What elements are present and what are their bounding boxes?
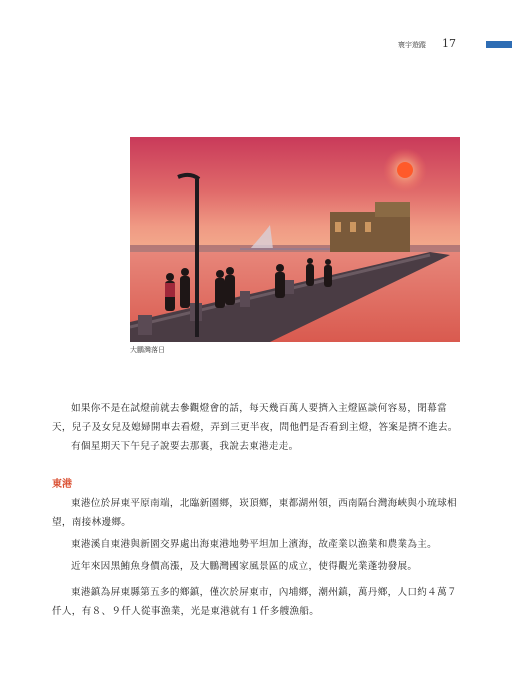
paragraph-6: 東港鎮為屏東縣第五多的鄉鎮，僅次於屏東市，內埔鄉，潮州鎮，萬丹鄉，人口約４萬７仟人，有８、９仟人從事漁業，光是東港就有１仟多艘漁船。 — [52, 587, 457, 617]
page-number: 17 — [442, 37, 456, 50]
page-header — [0, 37, 512, 53]
paragraph-3: 東港位於屏東平原南端，北臨新園鄉，崁頂鄉，東都湖州領，西南隔台灣海峽與小琉球相望，南接林邊鄉。 — [52, 498, 457, 528]
header-accent-bar — [486, 41, 512, 48]
sunset-photo — [130, 137, 460, 342]
photo-caption: 大鵬灣落日 — [130, 346, 165, 354]
section-heading: 東港 — [52, 479, 72, 490]
paragraph-2: 有個星期天下午兒子說要去那裏，我說去東港走走。 — [71, 441, 299, 452]
running-header-title: 寰宇遊蹤 — [398, 41, 426, 49]
paragraph-5: 近年來因黑鮪魚身價高漲，及大鵬灣國家風景區的成立，使得觀光業蓬勃發展。 — [71, 561, 418, 572]
paragraph-4: 東港溪自東港與新園交界處出海東港地勢平坦加上濱海，故產業以漁業和農業為主。 — [71, 539, 438, 550]
paragraph-1: 如果你不是在試燈前就去參觀燈會的話，每天幾百萬人要擠入主燈區談何容易，閉幕當天，兒子及女兒及媳婦開車去看燈，弄到三更半夜，問他們是否看到主燈，答案是擠不進去。 — [52, 403, 458, 433]
